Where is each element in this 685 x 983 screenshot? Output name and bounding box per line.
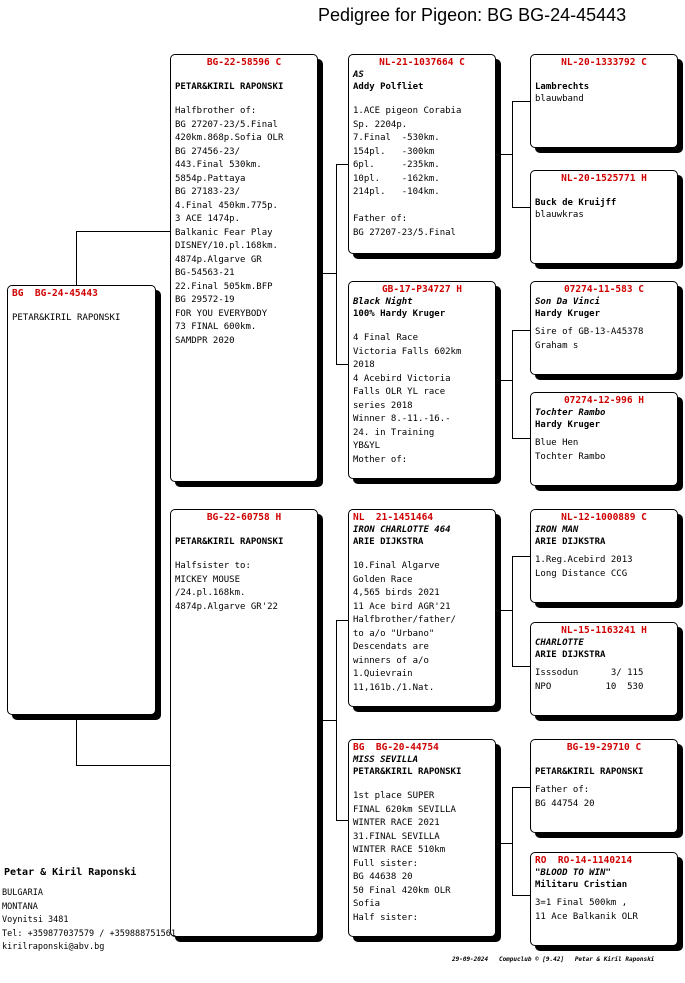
connector	[318, 720, 336, 721]
pigeon-name: MISS SEVILLA	[353, 755, 419, 765]
pigeon-name: Tochter Rambo	[535, 408, 606, 418]
pigeon-name: AS	[353, 70, 364, 80]
pigeon-card-sire-dam-dam	[530, 392, 678, 486]
connector	[318, 273, 336, 274]
connector	[512, 556, 513, 666]
details: 10.Final Algarve Golden Race 4,565 birds 2021 11 Ace bird AGR'21 Halfbrother/father/ to a/o "Urbano" Descendats are winners of a/o 1.Quievrain 11,161b./1.Nat.	[353, 561, 456, 693]
footer: 29-09-2024 Compuclub © [9.42] Petar & Kiril Raponski	[452, 956, 655, 963]
pigeon-card-dam-sire-sire	[530, 509, 678, 603]
connector	[496, 843, 512, 844]
ring-number: BG BG-20-44754	[353, 742, 439, 753]
connector	[336, 820, 348, 821]
breeder-name: Petar & Kiril Raponski	[4, 867, 137, 878]
breeder-details: BULGARIA MONTANA Voynitsi 3481 Tel: +359877037579 / +359888751561 kirilraponski@abv.bg	[2, 888, 176, 952]
pigeon-card-sire-dam	[348, 281, 496, 479]
connector	[512, 895, 530, 896]
details: 3=1 Final 500km , 11 Ace Balkanik OLR	[535, 898, 638, 922]
pigeon-name: Son Da Vinci	[535, 297, 601, 307]
pigeon-card-sire-sire-sire	[530, 54, 678, 148]
connector	[512, 330, 530, 331]
owner: Lambrechts	[535, 82, 590, 92]
owner: PETAR&KIRIL RAPONSKI	[12, 313, 121, 323]
ring-number: BG BG-24-45443	[12, 288, 98, 299]
pigeon-card-subject	[7, 285, 156, 715]
ring-number: BG-22-60758 H	[206, 512, 282, 523]
connector	[512, 207, 530, 208]
pigeon-card-sire-sire	[348, 54, 496, 254]
page-title: Pedigree for Pigeon: BG BG-24-45443	[318, 5, 627, 25]
connector	[512, 330, 513, 438]
pigeon-name: Black Night	[353, 297, 413, 307]
owner: PETAR&KIRIL RAPONSKI	[175, 537, 284, 547]
pigeon-card-sire-sire-dam	[530, 170, 678, 264]
pigeon-name: IRON CHARLOTTE 464	[353, 525, 451, 535]
ring-number: 07274-12-996 H	[563, 395, 645, 406]
ring-number: NL-21-1037664 C	[379, 57, 465, 68]
connector	[512, 787, 530, 788]
pigeon-name: "BLOOD TO WIN"	[535, 868, 611, 878]
owner: ARIE DIJKSTRA	[535, 537, 606, 547]
details: Isssodun 3/ 115 NPO 10 530	[535, 668, 644, 692]
pigeon-name: IRON MAN	[535, 525, 579, 535]
connector	[512, 101, 530, 102]
details: blauwkras	[535, 210, 584, 220]
details: blauwband	[535, 94, 584, 104]
owner: Hardy Kruger	[535, 309, 601, 319]
pigeon-card-dam-dam	[348, 739, 496, 937]
ring-number: NL-15-1163241 H	[561, 625, 647, 636]
details: Halfbrother of: BG 27207-23/5.Final 420km.868p.Sofia OLR BG 27456-23/ 443.Final 530km. 5854p.Pattaya BG 27183-23/ 4.Final 450km.775p. 3 ACE 1474p. Balkanic Fear Play DISNEY/10.pl.168km. 4874p.Algarve GR BG-54563-21 22.Final 505km.BFP BG 29572-19 FOR YOU EVERYBODY 73 FINAL 600km. SAMDPR 2020	[175, 106, 284, 346]
connector	[512, 787, 513, 895]
pigeon-card-dam-dam-sire	[530, 739, 678, 833]
ring-number: BG-22-58596 C	[206, 57, 282, 68]
connector	[496, 154, 512, 155]
connector	[512, 666, 530, 667]
owner: ARIE DIJKSTRA	[353, 537, 424, 547]
connector	[76, 765, 172, 766]
owner: Militaru Cristian	[535, 880, 628, 890]
owner: Addy Polfliet	[353, 82, 424, 92]
connector	[336, 164, 337, 364]
details: Father of: BG 44754 20	[535, 785, 595, 809]
owner: PETAR&KIRIL RAPONSKI	[175, 82, 284, 92]
details: Halfsister to: MICKEY MOUSE /24.pl.168km. 4874p.Algarve GR'22	[175, 561, 278, 612]
details: Sire of GB-13-A45378 Graham s	[535, 327, 644, 351]
owner: ARIE DIJKSTRA	[535, 650, 606, 660]
connector	[496, 610, 512, 611]
ring-number: GB-17-P34727 H	[381, 284, 463, 295]
connector	[336, 620, 348, 621]
details: 1.ACE pigeon Corabia Sp. 2204p. 7.Final -530km. 154pl. -300km 6pl. -235km. 10pl. -162km. 214pl. -104km. Father of: BG 27207-23/5.Final	[353, 106, 462, 238]
pigeon-card-sire-dam-sire	[530, 281, 678, 375]
details: Blue Hen Tochter Rambo	[535, 438, 606, 462]
pigeon-card-sire	[170, 54, 318, 482]
ring-number: NL-20-1525771 H	[561, 173, 647, 184]
ring-number: NL 21-1451464	[353, 512, 434, 523]
pigeon-card-dam	[170, 509, 318, 937]
details: 1st place SUPER FINAL 620km SEVILLA WINTER RACE 2021 31.FINAL SEVILLA WINTER RACE 510km Full sister: BG 44638 20 50 Final 420km OLR Sofia Half sister:	[353, 791, 456, 923]
connector	[336, 620, 337, 820]
pigeon-card-dam-sire-dam	[530, 622, 678, 716]
connector	[76, 231, 172, 232]
connector	[512, 438, 530, 439]
owner: Buck de Kruijff	[535, 198, 617, 208]
connector	[512, 556, 530, 557]
ring-number: 07274-11-583 C	[563, 284, 645, 295]
details: 4 Final Race Victoria Falls 602km 2018 4 Acebird Victoria Falls OLR YL race series 2018 Winner 8.-11.-16.- 24. in Training YB&YL Mother of:	[353, 333, 462, 465]
owner: 100% Hardy Kruger	[353, 309, 446, 319]
ring-number: NL-12-1000889 C	[561, 512, 647, 523]
connector	[512, 101, 513, 207]
owner: PETAR&KIRIL RAPONSKI	[535, 767, 644, 777]
ring-number: NL-20-1333792 C	[561, 57, 647, 68]
owner: Hardy Kruger	[535, 420, 601, 430]
connector	[336, 364, 348, 365]
ring-number: BG-19-29710 C	[566, 742, 642, 753]
details: 1.Reg.Acebird 2013 Long Distance CCG	[535, 555, 633, 579]
connector	[496, 380, 512, 381]
ring-number: RO RO-14-1140214	[535, 855, 633, 866]
owner: PETAR&KIRIL RAPONSKI	[353, 767, 462, 777]
pigeon-name: CHARLOTTE	[535, 638, 584, 648]
connector	[336, 164, 348, 165]
pigeon-card-dam-sire	[348, 509, 496, 707]
pigeon-card-dam-dam-dam	[530, 852, 678, 946]
